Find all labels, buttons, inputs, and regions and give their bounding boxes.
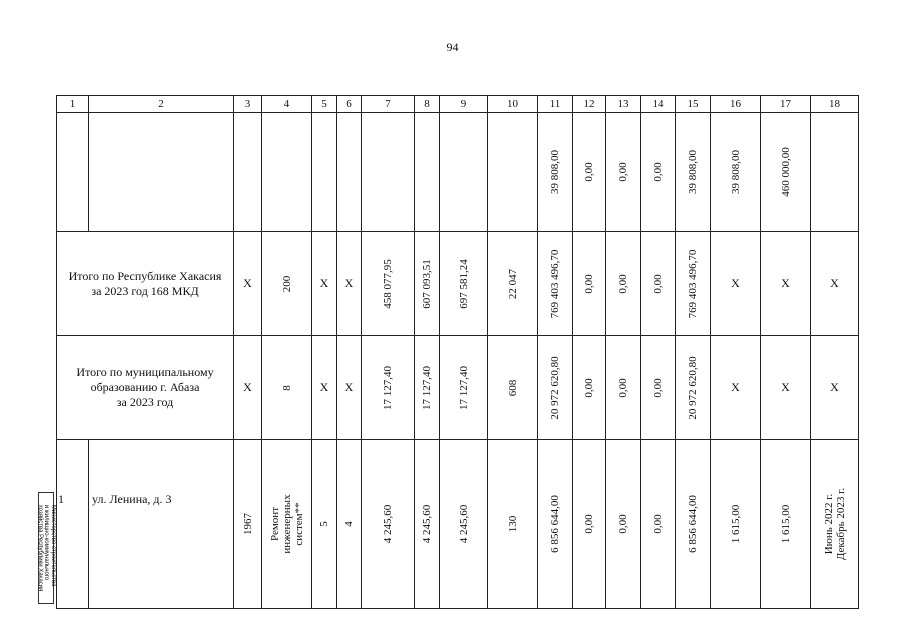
stamp-line: и жилищно-коммунального xyxy=(43,504,50,581)
deadline xyxy=(823,488,847,560)
table-cell xyxy=(262,336,312,440)
row-number: 1 xyxy=(57,440,89,609)
table-cell xyxy=(711,113,761,232)
total-label-line: Итого по Республике Хакасия xyxy=(68,268,222,283)
col-header: 14 xyxy=(641,96,676,113)
table-cell xyxy=(641,336,676,440)
table-cell xyxy=(362,232,415,336)
cell-value: 39 808,00 xyxy=(687,150,699,194)
cell-value: 0,00 xyxy=(583,514,595,534)
table-cell xyxy=(312,113,337,232)
table-cell: X xyxy=(711,336,761,440)
cell-value: 0,00 xyxy=(652,514,664,534)
table-cell xyxy=(606,232,641,336)
cell-value: 4 245,60 xyxy=(421,504,433,544)
table-cell xyxy=(415,336,440,440)
program-table xyxy=(56,95,859,609)
table-cell: X xyxy=(234,232,262,336)
deadline-line: Декабрь 2023 г. xyxy=(834,487,847,561)
table-cell xyxy=(573,113,606,232)
col-header: 12 xyxy=(573,96,606,113)
cell-value: 5 xyxy=(318,521,330,527)
cell-value: 0,00 xyxy=(617,514,629,534)
work-type-line: систем** xyxy=(292,502,305,546)
table-cell xyxy=(811,113,859,232)
cell-value: 17 127,40 xyxy=(421,365,433,410)
table-cell xyxy=(488,440,538,609)
table-cell xyxy=(234,113,262,232)
cell-value: 20 972 620,80 xyxy=(549,355,561,420)
table-cell xyxy=(538,232,573,336)
cell-value: 1 615,00 xyxy=(779,504,792,544)
table-cell xyxy=(676,440,711,609)
table-cell xyxy=(676,232,711,336)
table-cell xyxy=(606,440,641,609)
col-header: 7 xyxy=(362,96,415,113)
cell-value: 0,00 xyxy=(617,162,629,182)
work-type xyxy=(269,494,305,553)
table-cell xyxy=(606,336,641,440)
col-header: 17 xyxy=(761,96,811,113)
cell-value: 6 856 644,00 xyxy=(687,495,699,553)
table-cell xyxy=(362,336,415,440)
table-cell xyxy=(538,336,573,440)
cell-value: 460 000,00 xyxy=(779,147,792,197)
total-label-line: Итого по муниципальному xyxy=(76,365,214,379)
col-header: 1 xyxy=(57,96,89,113)
cell-value: 697 581,24 xyxy=(457,258,470,309)
table-cell xyxy=(573,336,606,440)
table-cell: X xyxy=(312,232,337,336)
header-row xyxy=(57,96,859,113)
table-cell xyxy=(676,336,711,440)
cell-value: 0,00 xyxy=(652,273,664,294)
work-type-line: инженерных xyxy=(280,494,293,554)
cell-value: 0,00 xyxy=(652,162,664,182)
cell-value: 200 xyxy=(280,275,293,292)
cell-value: 769 403 496,70 xyxy=(687,249,699,318)
table-cell xyxy=(641,113,676,232)
cell-value: 607 093,51 xyxy=(421,258,433,309)
work-type-line: Ремонт xyxy=(268,506,281,542)
cell-value: 20 972 620,80 xyxy=(687,355,699,420)
cell-value: 4 245,60 xyxy=(457,504,470,544)
table-cell xyxy=(641,440,676,609)
col-header: 13 xyxy=(606,96,641,113)
table-cell xyxy=(362,440,415,609)
table-cell xyxy=(440,440,488,609)
col-header: 16 xyxy=(711,96,761,113)
table-cell xyxy=(488,113,538,232)
col-header: 5 xyxy=(312,96,337,113)
table-cell: X xyxy=(711,232,761,336)
table-cell xyxy=(538,440,573,609)
table-cell xyxy=(573,440,606,609)
table-cell xyxy=(312,440,337,609)
col-header: 18 xyxy=(811,96,859,113)
table-cell xyxy=(606,113,641,232)
table-cell xyxy=(262,440,312,609)
address-cell: ул. Ленина, д. 3 xyxy=(89,440,234,609)
col-header: 11 xyxy=(538,96,573,113)
stamp-line: хозяйства Республики Хакасия xyxy=(36,504,43,592)
table-cell xyxy=(440,232,488,336)
table-cell: X xyxy=(761,232,811,336)
table-cell xyxy=(337,113,362,232)
cell-value: 0,00 xyxy=(617,273,629,294)
col-header: 6 xyxy=(337,96,362,113)
table-cell: X xyxy=(337,336,362,440)
table-row-lenina xyxy=(57,440,859,609)
cell-value: 8 xyxy=(280,384,293,391)
table-cell xyxy=(488,336,538,440)
cell-value: 0,00 xyxy=(583,273,595,294)
table-cell xyxy=(262,232,312,336)
table-cell xyxy=(440,336,488,440)
col-header: 9 xyxy=(440,96,488,113)
table-cell xyxy=(711,440,761,609)
col-header: 4 xyxy=(262,96,312,113)
table-row-total-abaza xyxy=(57,336,859,440)
col-header: 2 xyxy=(89,96,234,113)
table-cell xyxy=(488,232,538,336)
cell-value: 1 615,00 xyxy=(729,504,742,544)
table-cell: X xyxy=(811,336,859,440)
table-row-total-republic xyxy=(57,232,859,336)
cell-value: 6 856 644,00 xyxy=(549,495,561,553)
cell-value: 0,00 xyxy=(583,377,595,398)
table-cell: X xyxy=(234,336,262,440)
table-cell xyxy=(362,113,415,232)
cell-value: 22 047 xyxy=(506,268,519,299)
table-cell: X xyxy=(312,336,337,440)
total-label-line: образованию г. Абаза xyxy=(90,380,200,394)
deadline-line: Июнь 2022 г. xyxy=(822,493,835,555)
cell-value: 769 403 496,70 xyxy=(549,249,561,318)
table-cell xyxy=(415,440,440,609)
table-cell xyxy=(538,113,573,232)
table-cell: X xyxy=(811,232,859,336)
table-cell xyxy=(57,113,89,232)
cell-value: 4 xyxy=(343,521,355,527)
cell-value: 0,00 xyxy=(583,162,595,182)
cell-value: 458 077,95 xyxy=(382,258,394,309)
table-cell xyxy=(573,232,606,336)
page-number: 94 xyxy=(446,40,459,54)
table-cell xyxy=(89,113,234,232)
cell-value: 17 127,40 xyxy=(457,365,470,410)
table-cell xyxy=(761,113,811,232)
table-cell xyxy=(641,232,676,336)
cell-value: 17 127,40 xyxy=(382,365,394,410)
table-cell xyxy=(676,113,711,232)
table-cell xyxy=(415,113,440,232)
col-header: 10 xyxy=(488,96,538,113)
cell-value: 608 xyxy=(506,379,519,396)
cell-value: 39 808,00 xyxy=(549,150,561,194)
total-label-line: за 2023 год xyxy=(116,395,174,409)
table-cell xyxy=(262,113,312,232)
table-cell xyxy=(337,440,362,609)
cell-value: 0,00 xyxy=(617,377,629,398)
col-header: 15 xyxy=(676,96,711,113)
table-cell: X xyxy=(761,336,811,440)
cell-value: 1967 xyxy=(241,513,254,535)
total-label xyxy=(57,336,234,440)
table-cell xyxy=(811,440,859,609)
table-cell xyxy=(440,113,488,232)
table-cell xyxy=(761,440,811,609)
table-row-carry xyxy=(57,113,859,232)
cell-value: 4 245,60 xyxy=(382,504,394,544)
cell-value: 39 808,00 xyxy=(729,150,742,194)
ministry-stamp xyxy=(38,492,54,604)
table-cell xyxy=(234,440,262,609)
total-label-line: за 2023 год 168 МКД xyxy=(91,283,199,298)
stamp-text xyxy=(36,505,56,592)
stamp-line: Министерство строительства xyxy=(49,504,56,587)
col-header: 3 xyxy=(234,96,262,113)
table-cell: X xyxy=(337,232,362,336)
col-header: 8 xyxy=(415,96,440,113)
cell-value: 0,00 xyxy=(652,377,664,398)
cell-value: 130 xyxy=(506,515,519,533)
table-cell xyxy=(415,232,440,336)
total-label xyxy=(57,232,234,336)
